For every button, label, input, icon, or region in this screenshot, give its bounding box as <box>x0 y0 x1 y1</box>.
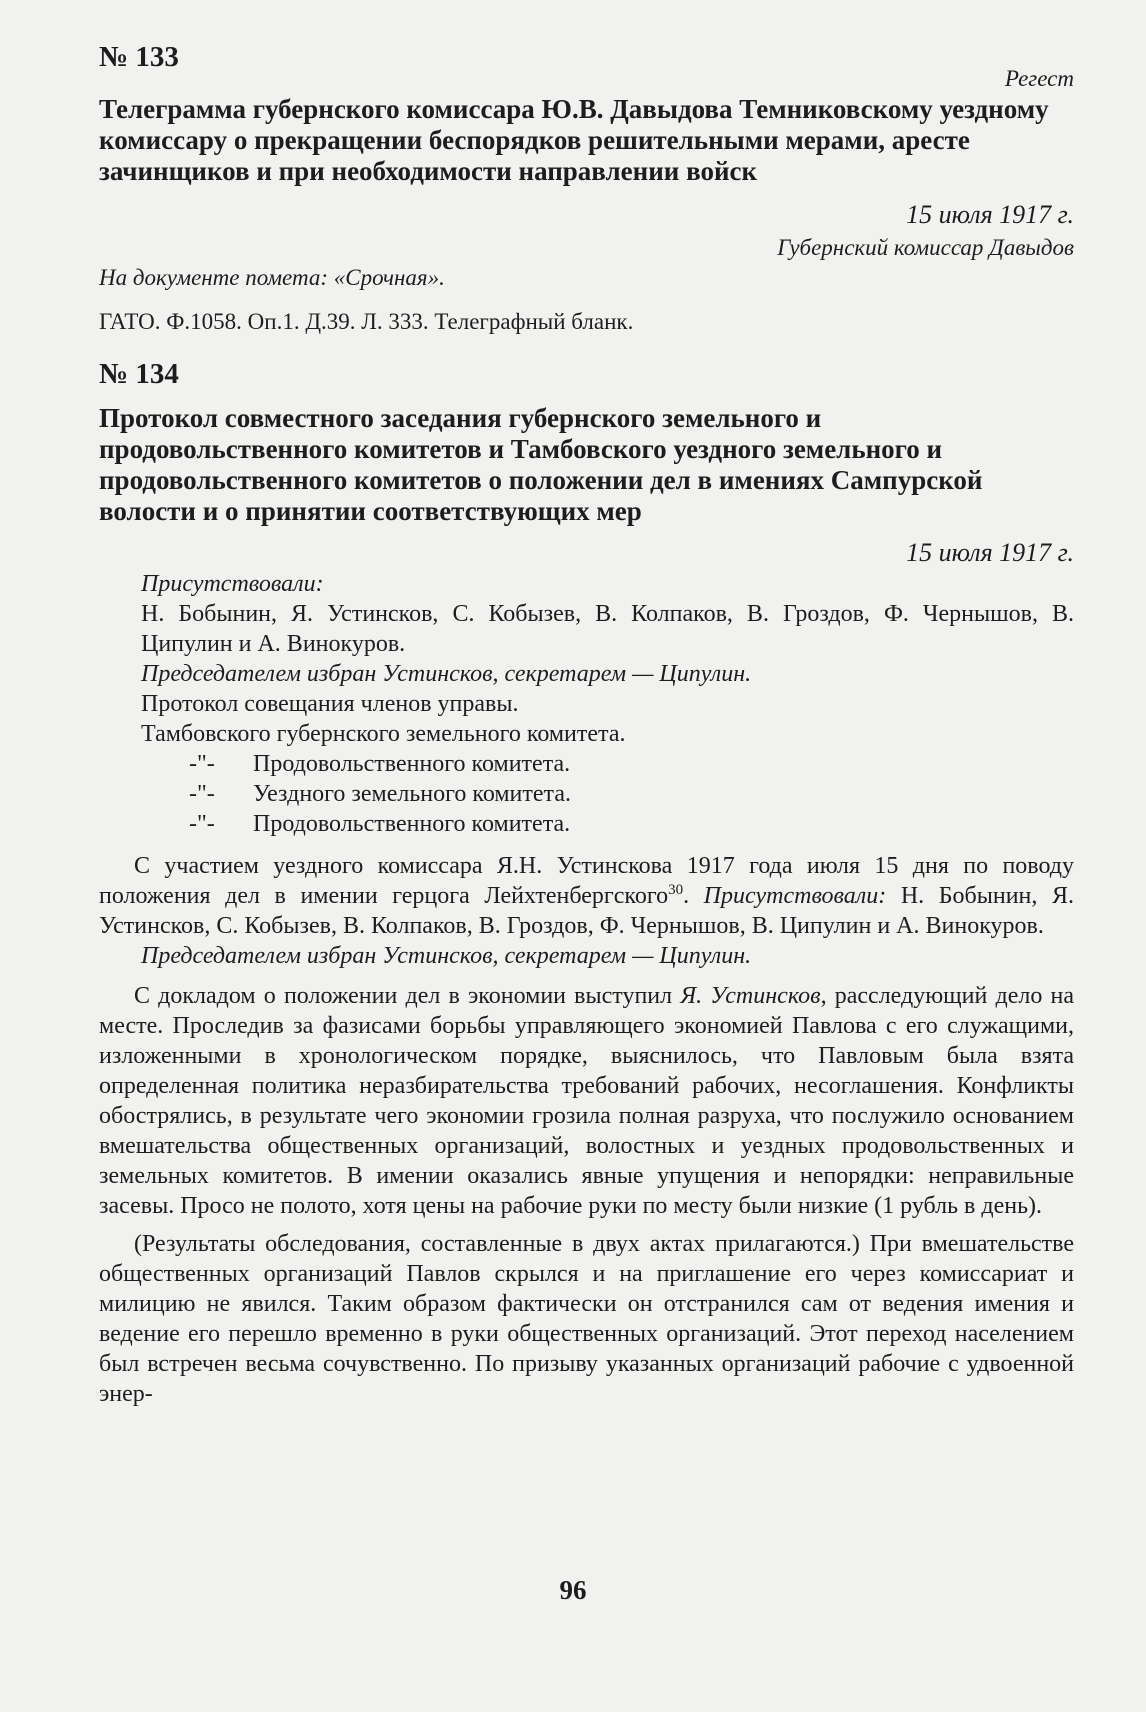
doc-date: 15 июля 1917 г. <box>906 200 1074 229</box>
paragraph: С участием уездного комиссара Я.Н. Устинскова 1917 года июля 15 дня по поводу положения дел в имении герцога Лейхтенбергского$^{30}$. Присутствовали: Н. Бобынин, Я. Устинсков, С. Кобызев, В. Колпаков, В. Гроздов, Ф. Чернышов, В. Ципулин и А. Винокуров. <box>99 853 1074 939</box>
doc-133 <box>99 40 1074 337</box>
signature: Губернский комиссар Давыдов <box>777 235 1074 260</box>
paragraph: С докладом о положении дел в экономии выступил Я. Устинсков, расследующий дело на месте. Проследив за фазисами борьбы управляющего экономией Павлова с его служащими, изложенными в хронологическом порядке, выяснилось, что Павловым была взята определенная политика неразбирательства требований рабочих, несоглашения. Конфликты обострялись, в результате чего экономии грозила полная разруха, что послужило основанием вмешательства общественных организаций, волостных и уездных продовольственных и земельных комитетов. В имении оказались явные упущения и непорядки: неправильные засевы. Просо не полото, хотя цены на рабочие руки по месту были низкие (1 рубль в день). <box>99 983 1074 1219</box>
ditto-mark: -"- <box>189 751 215 777</box>
footnote-ref: 30 <box>668 882 684 898</box>
protocol-line: Протокол совещания членов управы. <box>141 691 519 717</box>
present-names: Н. Бобынин, Я. Устинсков, С. Кобызев, В. Колпаков, В. Гроздов, Ф. Чернышов, В. Ципулин и А. Винокуров. <box>141 601 1074 657</box>
doc-title: Протокол совместного заседания губернского земельного и продовольственного комитетов и Тамбовского уездного земельного и продовольственного комитетов о положении дел в имениях Сампурской волости и о принятии соответствующих мер <box>99 403 983 526</box>
chair-line: Председателем избран Устинсков, секретарем — Ципулин. <box>141 943 752 969</box>
doc-note: На документе помета: «Срочная». <box>99 265 445 290</box>
doc-134 <box>99 357 1074 1409</box>
ditto-row <box>99 809 1074 839</box>
present-label: Присутствовали: <box>141 571 324 597</box>
doc-number: № 133 <box>99 41 179 73</box>
committee-line: Тамбовского губернского земельного комитета. <box>141 721 626 747</box>
ditto-item: Продовольственного комитета. <box>253 751 571 777</box>
ditto-item: Продовольственного комитета. <box>253 811 571 837</box>
chair-line: Председателем избран Устинсков, секретарем — Ципулин. <box>141 661 752 687</box>
archive-reference: ГАТО. Ф.1058. Оп.1. Д.39. Л. 333. Телеграфный бланк. <box>99 309 634 334</box>
doc-title: Телеграмма губернского комиссара Ю.В. Давыдова Темниковскому уездному комиссару о прекращении беспорядков решительными мерами, аресте зачинщиков и при необходимости направлении войск <box>99 94 1049 186</box>
ditto-row <box>99 749 1074 779</box>
doc-number: № 134 <box>99 358 179 390</box>
regest-label: Регест <box>1004 66 1074 91</box>
ditto-mark: -"- <box>189 811 215 837</box>
ditto-mark: -"- <box>189 781 215 807</box>
doc-date: 15 июля 1917 г. <box>906 538 1074 567</box>
paragraph: (Результаты обследования, составленные в двух актах прилагаются.) При вмешательстве общественных организаций Павлов скрылся и на приглашение его через комиссариат и милицию не явился. Таким образом фактически он отстранился сам от ведения имения и ведение его перешло временно в руки общественных организаций. Этот переход населением был встречен весьма сочувственно. По призыву указанных организаций рабочие с удвоенной энер- <box>99 1231 1074 1407</box>
document-page <box>99 40 1074 1409</box>
ditto-row <box>99 779 1074 809</box>
page-number: 96 <box>559 1575 587 1605</box>
ditto-item: Уездного земельного комитета. <box>253 781 571 807</box>
